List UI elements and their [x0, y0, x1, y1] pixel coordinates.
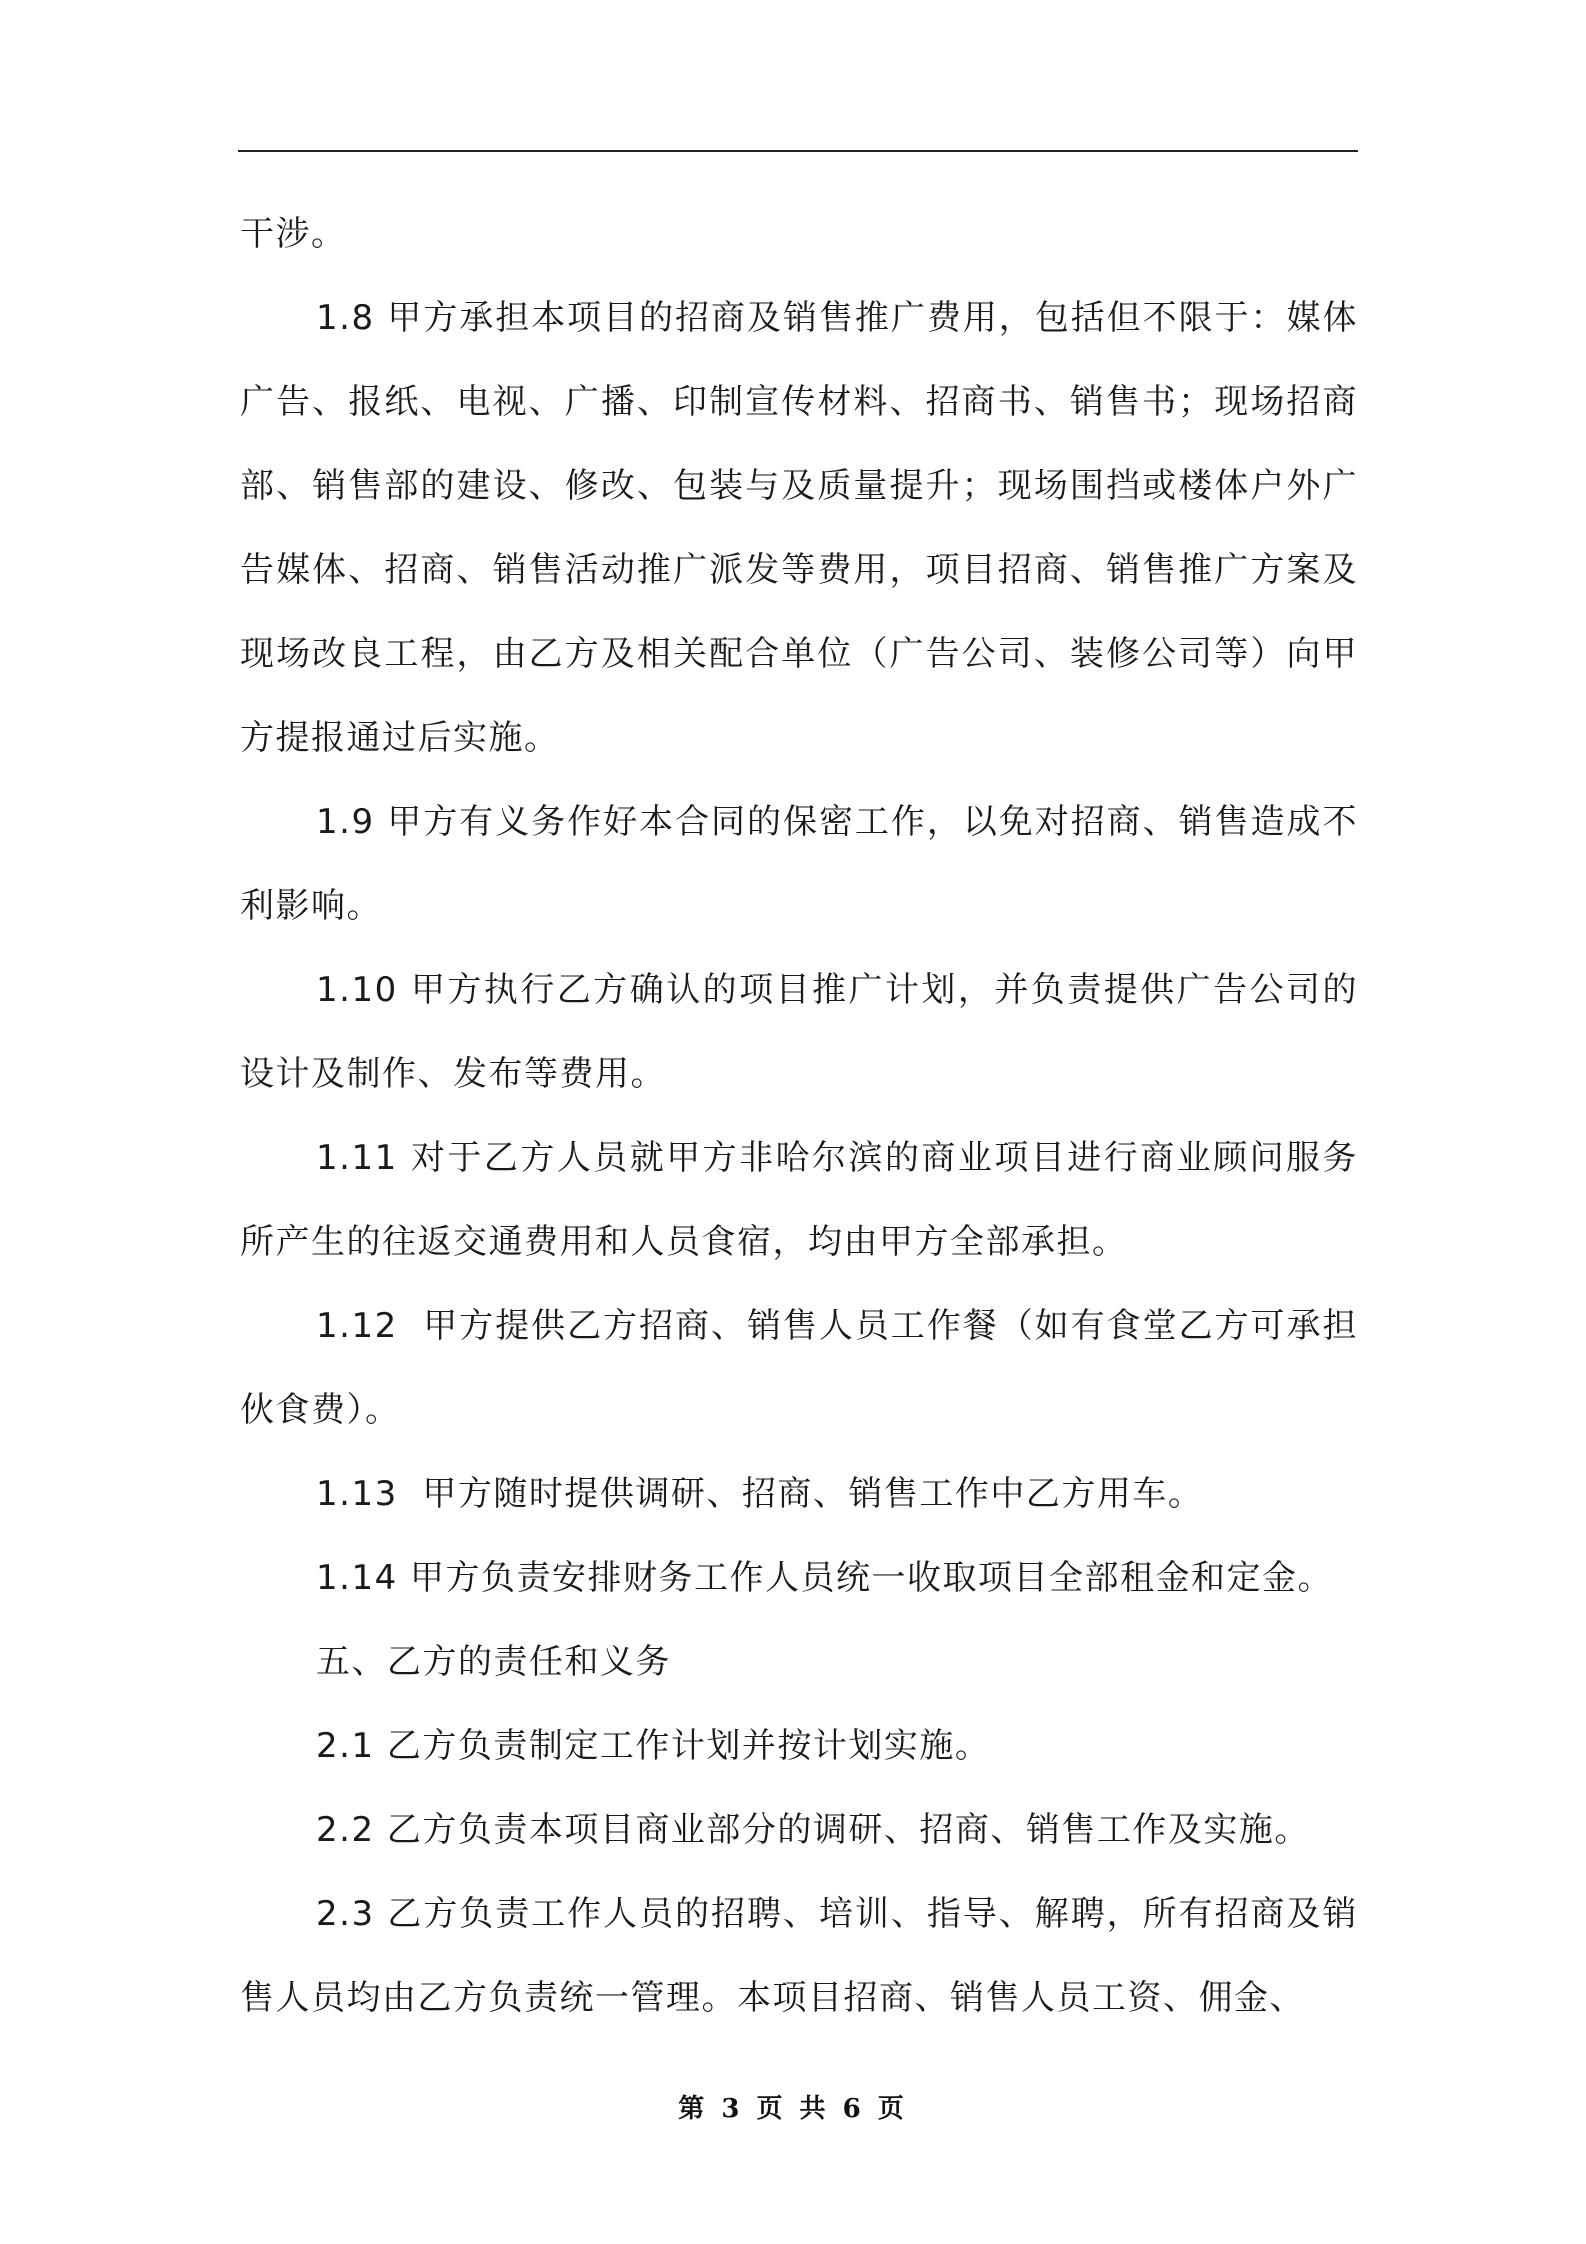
- paragraph-1-11: 1.11 对于乙方人员就甲方非哈尔滨的商业项目进行商业顾问服务所产生的往返交通费用和人员食宿，均由甲方全部承担。: [240, 1138, 1358, 1262]
- paragraph-2-3: 2.3 乙方负责工作人员的招聘、培训、指导、解聘，所有招商及销售人员均由乙方负责统一管理。本项目招商、销售人员工资、佣金、: [240, 1894, 1358, 2018]
- paragraph-1-14: 1.14 甲方负责安排财务工作人员统一收取项目全部租金和定金。: [316, 1558, 1334, 1598]
- header-rule: [238, 150, 1358, 152]
- paragraph-1-10: 1.10 甲方执行乙方确认的项目推广计划，并负责提供广告公司的设计及制作、发布等费用。: [240, 970, 1358, 1094]
- paragraph-1-13: 1.13 甲方随时提供调研、招商、销售工作中乙方用车。: [316, 1474, 1204, 1514]
- paragraph-continuation: 干涉。: [240, 214, 347, 254]
- document-body: [240, 192, 1358, 2040]
- paragraph-1-12: 1.12 甲方提供乙方招商、销售人员工作餐（如有食堂乙方可承担伙食费）。: [240, 1306, 1358, 1430]
- paragraph-2-2: 2.2 乙方负责本项目商业部分的调研、招商、销售工作及实施。: [316, 1810, 1310, 1850]
- paragraph-2-1: 2.1 乙方负责制定工作计划并按计划实施。: [316, 1726, 991, 1766]
- section-heading-5: 五、乙方的责任和义务: [316, 1642, 671, 1682]
- paragraph-1-9: 1.9 甲方有义务作好本合同的保密工作，以免对招商、销售造成不利影响。: [240, 802, 1358, 926]
- paragraph-1-8: 1.8 甲方承担本项目的招商及销售推广费用，包括但不限于：媒体广告、报纸、电视、广播、印制宣传材料、招商书、销售书；现场招商部、销售部的建设、修改、包装与及质量提升；现场围挡或楼体户外广告媒体、招商、销售活动推广派发等费用，项目招商、销售推广方案及现场改良工程，由乙方及相关配合单位（广告公司、装修公司等）向甲方提报通过后实施。: [240, 298, 1358, 758]
- page-number-footer: 第 3 页 共 6 页: [678, 2094, 908, 2124]
